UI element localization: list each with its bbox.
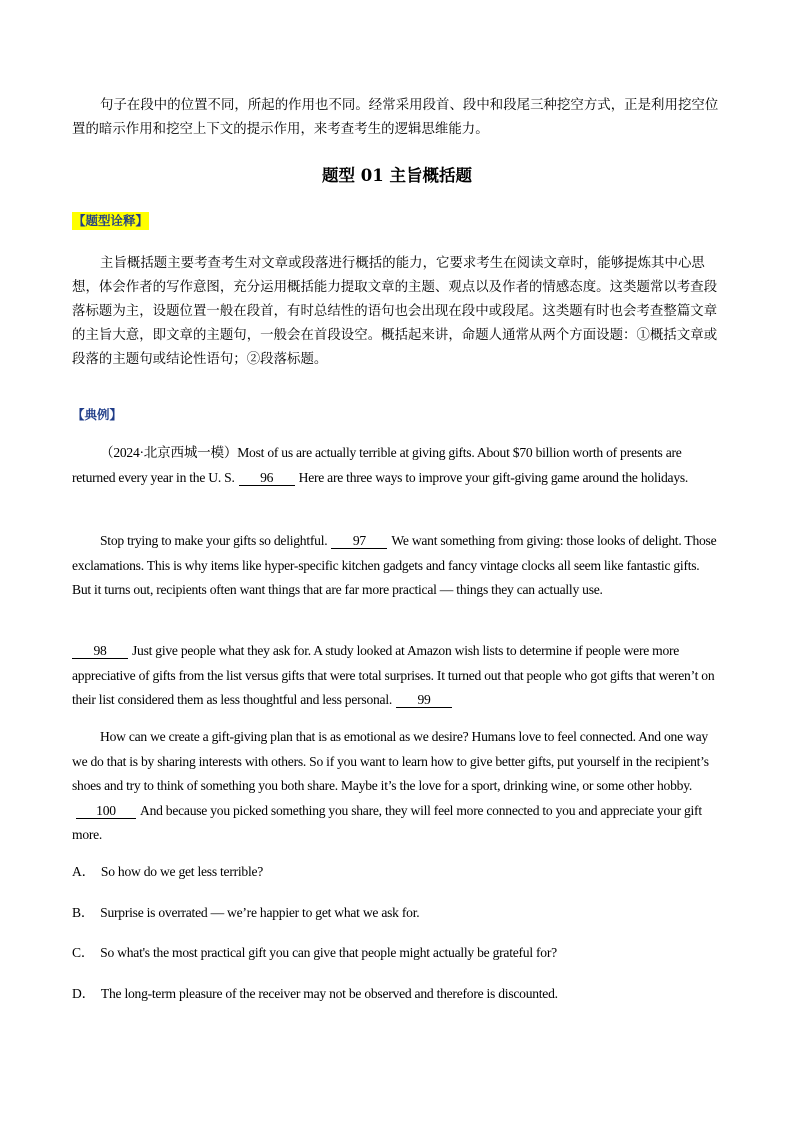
intro-paragraph: 句子在段中的位置不同，所起的作用也不同。经常采用段首、段中和段尾三种挖空方式，正是利用挖空位置的暗示作用和挖空上下文的提示作用，来考查考生的逻辑思维能力。 <box>72 98 719 137</box>
option-letter: C． <box>72 945 95 960</box>
example-label: 【典例】 <box>72 407 123 422</box>
option-text: The long-term pleasure of the receiver may not be observed and therefore is discounted. <box>100 986 558 1001</box>
answer-blank-97[interactable]: 97 <box>331 533 387 549</box>
option-text: So how do we get less terrible? <box>100 864 264 879</box>
passage-text: （2024·北京西城一模）Most of us are actually terrible at giving gifts. About $70 billion worth of presents are returned every year in the U. S. <box>72 445 682 485</box>
answer-blank-99[interactable]: 99 <box>396 692 452 708</box>
explanation-paragraph: 主旨概括题主要考查考生对文章或段落进行概括的能力，它要求考生在阅读文章时，能够提炼其中心思想，体会作者的写作意图，充分运用概括能力提取文章的主题、观点以及作者的情感态度。这类题常以考查段落标题为主，设题位置一般在段首，有时总结性的语句也会出现在段中或段尾。这类题有时也会考查整篇文章的主旨大意，即文章的主题句，一般会在首段设空。概括起来讲，命题人通常从两个方面设题：①概括文章或段落的主题句或结论性语句；②段落标题。 <box>72 256 718 367</box>
option-text: So what's the most practical gift you can give that people might actually be grateful for? <box>100 945 557 960</box>
passage-text: We want something from giving: those looks of delight. Those exclamations. This is why items like hyper-specific kitchen gadgets and fancy vintage clocks all seem like fantastic gifts. But it turns out, recipients often want things that are far more practical — things they can actually use. <box>72 533 717 597</box>
passage-paragraph-1 <box>72 441 720 490</box>
option-text: Surprise is overrated — we’re happier to get what we ask for. <box>100 905 420 920</box>
page-title: 题型 01 主旨概括题 <box>322 166 472 185</box>
option-d[interactable] <box>72 982 722 1007</box>
answer-blank-100[interactable]: 100 <box>76 803 136 819</box>
passage-text: And because you picked something you share, they will feel more connected to you and appreciate your gift more. <box>72 802 702 842</box>
passage-text: How can we create a gift-giving plan that is as emotional as we desire? Humans love to feel connected. And one way we do that is by sharing interests with others. So if you want to learn how to give better gifts, put yourself in the recipient’s shoes and try to think of something you both share. Maybe it’s the love for a sport, drinking wine, or some other hobby. <box>72 729 709 793</box>
option-c[interactable] <box>72 941 722 966</box>
answer-blank-96[interactable]: 96 <box>239 470 295 486</box>
option-a[interactable] <box>72 860 722 885</box>
passage-paragraph-2 <box>72 529 720 603</box>
option-b[interactable] <box>72 901 722 926</box>
passage-paragraph-4 <box>72 725 720 848</box>
passage-text: Here are three ways to improve your gift-giving game around the holidays. <box>298 469 689 485</box>
option-letter: A． <box>72 864 95 879</box>
passage-text: Stop trying to make your gifts so delightful. <box>100 533 328 548</box>
option-letter: D． <box>72 986 95 1001</box>
answer-blank-98[interactable]: 98 <box>72 643 128 659</box>
option-letter: B． <box>72 905 95 920</box>
section-label: 【题型诠释】 <box>73 213 149 228</box>
passage-paragraph-3 <box>72 639 720 713</box>
passage-text: Just give people what they ask for. A study looked at Amazon wish lists to determine if people were more appreciative of gifts from the list versus gifts that were total surprises. It turned out that people who got gifts that weren’t on their list considered them as less thoughtful and less personal. <box>72 643 715 707</box>
